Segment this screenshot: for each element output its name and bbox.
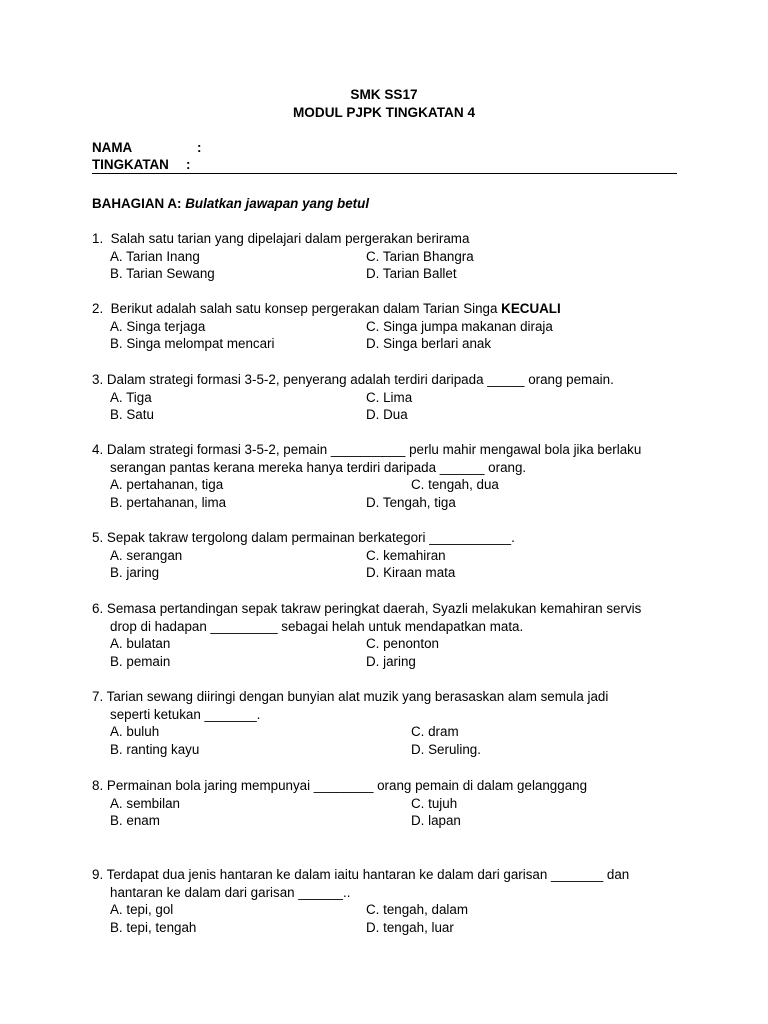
option-d[interactable]: D. tengah, luar <box>366 919 454 935</box>
form-colon: : <box>186 157 191 172</box>
name-colon: : <box>197 140 202 155</box>
option-b[interactable]: B. Singa melompat mencari <box>110 336 275 352</box>
option-c[interactable]: C. tujuh <box>411 795 458 811</box>
option-d[interactable]: D. Kiraan mata <box>366 565 456 581</box>
question-stem: 9. Terdapat dua jenis hantaran ke dalam iaitu hantaran ke dalam dari garisan _______ dan <box>92 867 630 882</box>
question-stem-continued: serangan pantas kerana mereka hanya terdiri daripada ______ orang. <box>110 459 527 475</box>
option-a[interactable]: A. Tarian Inang <box>110 248 200 264</box>
option-a[interactable]: A. Tiga <box>110 389 152 405</box>
option-a[interactable]: A. tepi, gol <box>110 902 174 918</box>
option-d[interactable]: D. lapan <box>411 813 461 829</box>
question-2 <box>92 300 692 353</box>
option-c[interactable]: C. Tarian Bhangra <box>366 248 474 264</box>
question-7 <box>92 688 692 758</box>
option-c[interactable]: C. Singa jumpa makanan diraja <box>366 318 553 334</box>
option-b[interactable]: B. jaring <box>110 565 160 581</box>
option-a[interactable]: A. sembilan <box>110 795 180 811</box>
section-heading <box>92 195 369 213</box>
question-stem-text: 2. Berikut adalah salah satu konsep pergerakan dalam Tarian Singa <box>92 301 502 316</box>
question-9 <box>92 866 692 936</box>
option-c[interactable]: C. kemahiran <box>366 547 446 563</box>
option-d[interactable]: D. Seruling. <box>411 741 481 757</box>
option-b[interactable]: B. pemain <box>110 653 171 669</box>
option-c[interactable]: C. penonton <box>366 636 439 652</box>
question-8 <box>92 777 692 830</box>
question-6 <box>92 600 692 670</box>
question-stem: 3. Dalam strategi formasi 3-5-2, penyerang adalah terdiri daripada _____ orang pemain. <box>92 372 614 387</box>
option-b[interactable]: B. ranting kayu <box>110 741 200 757</box>
question-stem: 5. Sepak takraw tergolong dalam permainan berkategori ___________. <box>92 530 515 545</box>
question-stem <box>92 300 692 318</box>
header-divider <box>92 173 677 174</box>
question-stem: 1. Salah satu tarian yang dipelajari dalam pergerakan berirama <box>92 231 470 246</box>
question-stem: 7. Tarian sewang diiringi dengan bunyian alat muzik yang berasaskan alam semula jadi <box>92 689 609 704</box>
option-b[interactable]: B. Satu <box>110 407 154 423</box>
option-c[interactable]: C. tengah, dua <box>411 477 499 493</box>
question-stem: 8. Permainan bola jaring mempunyai ________ orang pemain di dalam gelanggang <box>92 778 588 793</box>
school-name: SMK SS17 <box>350 87 418 102</box>
option-a[interactable]: A. serangan <box>110 547 183 563</box>
section-label: BAHAGIAN A: <box>92 196 182 211</box>
question-stem-continued: seperti ketukan _______. <box>110 706 261 722</box>
option-a[interactable]: A. buluh <box>110 724 160 740</box>
option-a[interactable]: A. pertahanan, tiga <box>110 477 224 493</box>
option-b[interactable]: B. enam <box>110 813 160 829</box>
form-field <box>92 156 191 174</box>
section-instruction: Bulatkan jawapan yang betul <box>185 196 370 211</box>
option-d[interactable]: D. Tarian Ballet <box>366 266 457 282</box>
question-stem: 6. Semasa pertandingan sepak takraw peringkat daerah, Syazli melakukan kemahiran servis <box>92 601 642 616</box>
question-stem: 4. Dalam strategi formasi 3-5-2, pemain __________ perlu mahir mengawal bola jika berlaku <box>92 442 642 457</box>
question-keyword: KECUALI <box>501 301 561 316</box>
question-5 <box>92 529 692 582</box>
option-b[interactable]: B. Tarian Sewang <box>110 266 215 282</box>
option-d[interactable]: D. Singa berlari anak <box>366 336 492 352</box>
question-3 <box>92 371 692 424</box>
option-a[interactable]: A. bulatan <box>110 636 171 652</box>
name-field <box>92 139 202 157</box>
name-label: NAMA <box>92 140 133 155</box>
question-stem-continued: hantaran ke dalam dari garisan ______.. <box>110 884 351 900</box>
option-d[interactable]: D. Tengah, tiga <box>366 494 456 510</box>
question-4 <box>92 441 692 511</box>
option-b[interactable]: B. pertahanan, lima <box>110 494 227 510</box>
form-label: TINGKATAN <box>92 157 169 172</box>
module-title: MODUL PJPK TINGKATAN 4 <box>292 105 475 120</box>
option-c[interactable]: C. tengah, dalam <box>366 902 468 918</box>
question-1 <box>92 230 692 283</box>
option-d[interactable]: D. Dua <box>366 407 408 423</box>
option-d[interactable]: D. jaring <box>366 653 416 669</box>
question-stem-continued: drop di hadapan _________ sebagai helah untuk mendapatkan mata. <box>110 618 524 634</box>
option-c[interactable]: C. Lima <box>366 389 413 405</box>
option-c[interactable]: C. dram <box>411 724 459 740</box>
option-b[interactable]: B. tepi, tengah <box>110 919 197 935</box>
option-a[interactable]: A. Singa terjaga <box>110 318 206 334</box>
